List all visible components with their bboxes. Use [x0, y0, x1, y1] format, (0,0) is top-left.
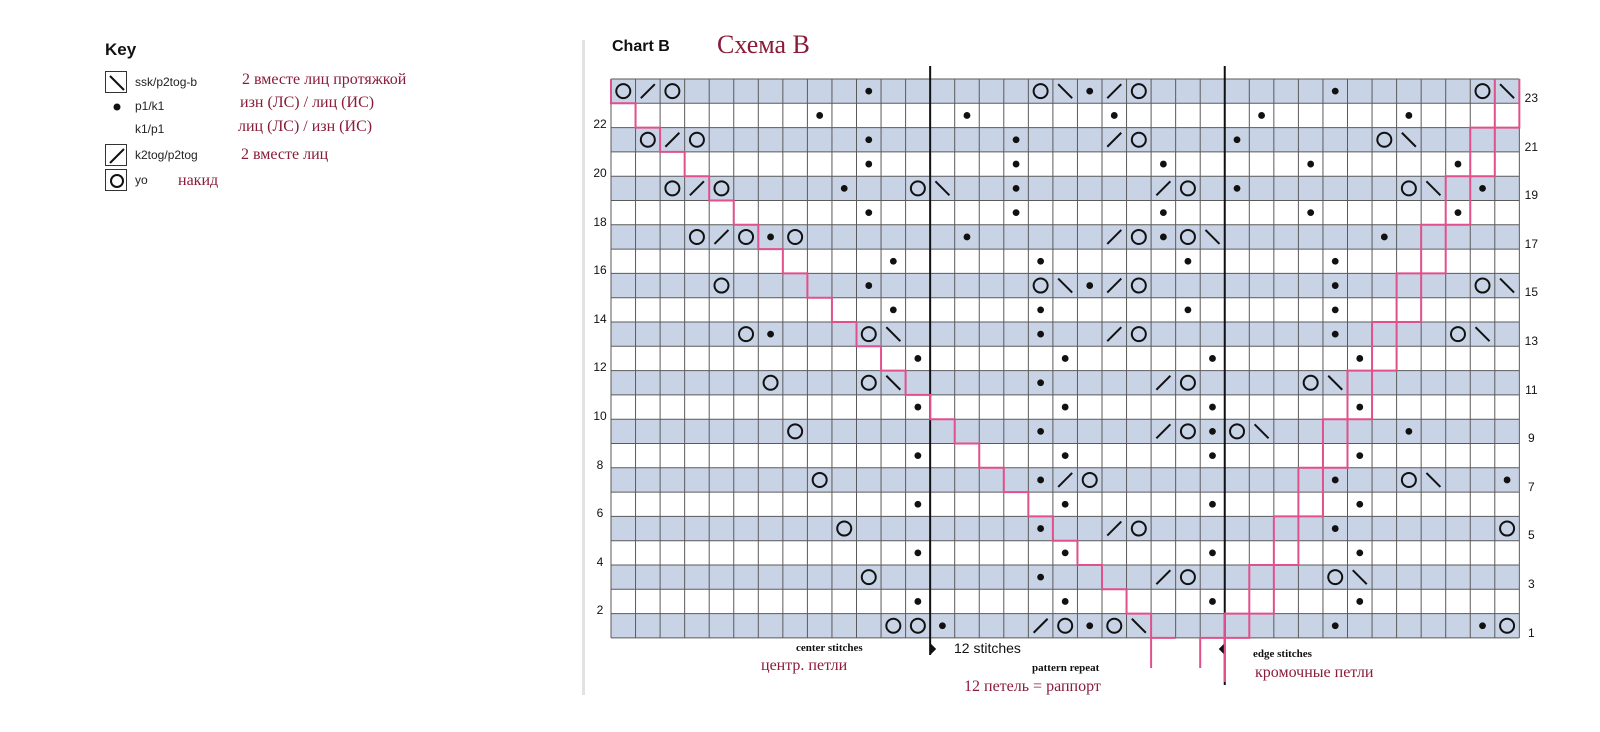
purl-stitch-icon	[914, 549, 921, 556]
purl-stitch-icon	[1037, 525, 1044, 532]
purl-stitch-icon	[1013, 161, 1020, 168]
chart-row-band	[611, 419, 1519, 443]
purl-stitch-icon	[1062, 598, 1069, 605]
purl-stitch-icon	[914, 501, 921, 508]
key-label-en: k2tog/p2tog	[135, 148, 198, 162]
chart-row-band	[611, 516, 1519, 540]
purl-stitch-icon	[767, 234, 774, 241]
purl-stitch-icon	[964, 112, 971, 119]
row-number-right: 5	[1528, 528, 1535, 543]
row-number-left: 20	[593, 165, 607, 180]
row-number-left: 6	[596, 506, 604, 521]
purl-stitch-icon	[1504, 477, 1511, 484]
row-number-left: 16	[593, 263, 607, 278]
purl-stitch-icon	[1013, 209, 1020, 216]
chart-row-band	[611, 614, 1519, 638]
center-stitches-label: center stitches	[796, 642, 863, 654]
row-number-right: 23	[1524, 91, 1539, 105]
purl-stitch-icon	[914, 404, 921, 411]
purl-stitch-icon	[1405, 112, 1412, 119]
chart-row-band	[611, 201, 1519, 225]
purl-stitch-icon	[865, 209, 872, 216]
purl-stitch-icon	[1479, 185, 1486, 192]
key-label-ru: 2 вместе лиц протяжкой	[242, 71, 407, 88]
row-number-right: 9	[1528, 431, 1535, 446]
purl-stitch-icon	[1332, 306, 1339, 313]
purl-stitch-icon	[1037, 428, 1044, 435]
purl-stitch-icon	[1356, 355, 1363, 362]
purl-stitch-icon	[1160, 161, 1167, 168]
repeat-start-arrow-icon	[930, 643, 936, 655]
purl-stitch-icon	[1037, 306, 1044, 313]
purl-stitch-icon	[1479, 622, 1486, 629]
row-number-right: 11	[1525, 382, 1538, 397]
purl-stitch-icon	[1455, 161, 1462, 168]
purl-stitch-icon	[865, 88, 872, 95]
key-label-ru: изн (ЛС) / лиц (ИС)	[240, 94, 375, 111]
purl-stitch-icon	[1209, 501, 1216, 508]
chart-row-band	[611, 371, 1519, 395]
purl-stitch-icon	[1062, 404, 1069, 411]
purl-stitch-icon	[1234, 185, 1241, 192]
purl-stitch-icon	[1209, 404, 1216, 411]
row-number-left: 4	[596, 554, 604, 569]
purl-stitch-icon	[1209, 598, 1216, 605]
purl-stitch-icon	[865, 161, 872, 168]
row-number-left: 22	[593, 117, 607, 132]
purl-stitch-icon	[1160, 234, 1167, 241]
purl-stitch-icon	[1307, 209, 1314, 216]
purl-stitch-icon	[1062, 355, 1069, 362]
chart-title-en: Chart B	[612, 38, 670, 55]
key-label-en: k1/p1	[135, 122, 165, 136]
chart-title-ru: Схема В	[717, 30, 810, 59]
purl-stitch-icon	[1185, 306, 1192, 313]
purl-stitch-icon	[914, 452, 921, 459]
purl-stitch-icon	[1111, 112, 1118, 119]
purl-stitch-icon	[1356, 549, 1363, 556]
purl-stitch-icon	[1013, 185, 1020, 192]
repeat-stitches-label: 12 stitches	[954, 640, 1021, 656]
purl-stitch-icon	[1332, 525, 1339, 532]
purl-stitch-icon	[1086, 282, 1093, 289]
purl-stitch-icon	[1209, 355, 1216, 362]
purl-stitch-icon	[1332, 622, 1339, 629]
purl-stitch-icon	[1086, 622, 1093, 629]
purl-stitch-icon	[1258, 112, 1265, 119]
purl-stitch-icon	[1160, 209, 1167, 216]
purl-stitch-icon	[1356, 404, 1363, 411]
key-label-ru: накид	[178, 172, 219, 189]
purl-stitch-icon	[1332, 88, 1339, 95]
chart-row-band	[611, 128, 1519, 152]
purl-stitch-icon	[1332, 477, 1339, 484]
chart-row-band	[611, 103, 1519, 127]
row-number-right: 1	[1528, 625, 1535, 640]
purl-stitch-icon	[865, 136, 872, 143]
row-number-right: 17	[1524, 236, 1539, 251]
purl-stitch-icon	[1037, 379, 1044, 386]
row-number-left: 2	[596, 603, 604, 618]
purl-stitch-icon	[1455, 209, 1462, 216]
row-number-right: 21	[1524, 139, 1539, 154]
center-stitches-label-ru: центр. петли	[761, 657, 848, 674]
row-number-right: 7	[1528, 479, 1535, 494]
purl-stitch-icon	[890, 258, 897, 265]
purl-stitch-icon	[1062, 501, 1069, 508]
chart-row-band	[611, 249, 1519, 273]
purl-stitch-icon	[1185, 258, 1192, 265]
row-number-left: 10	[593, 408, 607, 423]
purl-stitch-icon	[1013, 136, 1020, 143]
chart-row-band	[611, 565, 1519, 589]
purl-stitch-icon	[841, 185, 848, 192]
row-number-right: 19	[1524, 188, 1539, 203]
row-number-right: 15	[1524, 285, 1539, 300]
row-number-left: 18	[593, 214, 607, 229]
purl-stitch-icon	[1381, 234, 1388, 241]
purl-stitch-icon	[1332, 258, 1339, 265]
purl-stitch-icon	[1209, 452, 1216, 459]
purl-stitch-icon	[1356, 452, 1363, 459]
row-number-left: 8	[596, 457, 604, 472]
purl-stitch-icon	[1086, 88, 1093, 95]
edge-stitches-label: edge stitches	[1253, 648, 1312, 660]
key-label-ru: 2 вместе лиц	[241, 146, 329, 163]
purl-stitch-icon	[767, 331, 774, 338]
purl-stitch-icon	[1062, 549, 1069, 556]
key-label-en: p1/k1	[135, 99, 165, 113]
purl-stitch-icon	[865, 282, 872, 289]
purl-stitch-icon	[816, 112, 823, 119]
purl-stitch-icon	[1209, 428, 1216, 435]
purl-stitch-icon	[1332, 282, 1339, 289]
chart-row-band	[611, 152, 1519, 176]
purl-stitch-icon	[1356, 501, 1363, 508]
purl-stitch-icon	[1037, 331, 1044, 338]
purl-stitch-icon	[1037, 258, 1044, 265]
key-label-en: ssk/p2tog-b	[135, 75, 198, 89]
purl-stitch-icon	[1062, 452, 1069, 459]
purl-stitch-icon	[1037, 477, 1044, 484]
row-number-left: 14	[593, 311, 607, 326]
key-title: Key	[105, 40, 137, 59]
row-number-right: 13	[1524, 334, 1539, 348]
purl-stitch-icon	[890, 306, 897, 313]
purl-stitch-icon	[964, 234, 971, 241]
purl-stitch-icon	[1234, 136, 1241, 143]
key-label-en: yo	[135, 173, 148, 187]
purl-stitch-icon	[1307, 161, 1314, 168]
chart-row-band	[611, 298, 1519, 322]
purl-stitch-icon	[1209, 549, 1216, 556]
purl-stitch-icon	[914, 355, 921, 362]
purl-stitch-icon	[1405, 428, 1412, 435]
purl-stitch-icon	[1356, 598, 1363, 605]
chart-row-band	[611, 322, 1519, 346]
purl-stitch-icon	[939, 622, 946, 629]
purl-stitch-icon	[1332, 331, 1339, 338]
purl-stitch-icon	[914, 598, 921, 605]
edge-stitches-label-ru: кромочные петли	[1255, 664, 1374, 681]
chart-row-band	[611, 176, 1519, 200]
row-number-left: 12	[593, 360, 607, 375]
pattern-repeat-label: pattern repeat	[1032, 662, 1100, 674]
purl-stitch-icon	[1037, 574, 1044, 581]
row-number-right: 3	[1528, 577, 1535, 591]
key-label-ru: лиц (ЛС) / изн (ИС)	[238, 118, 373, 135]
pattern-repeat-label-ru: 12 петель = раппорт	[964, 678, 1101, 695]
